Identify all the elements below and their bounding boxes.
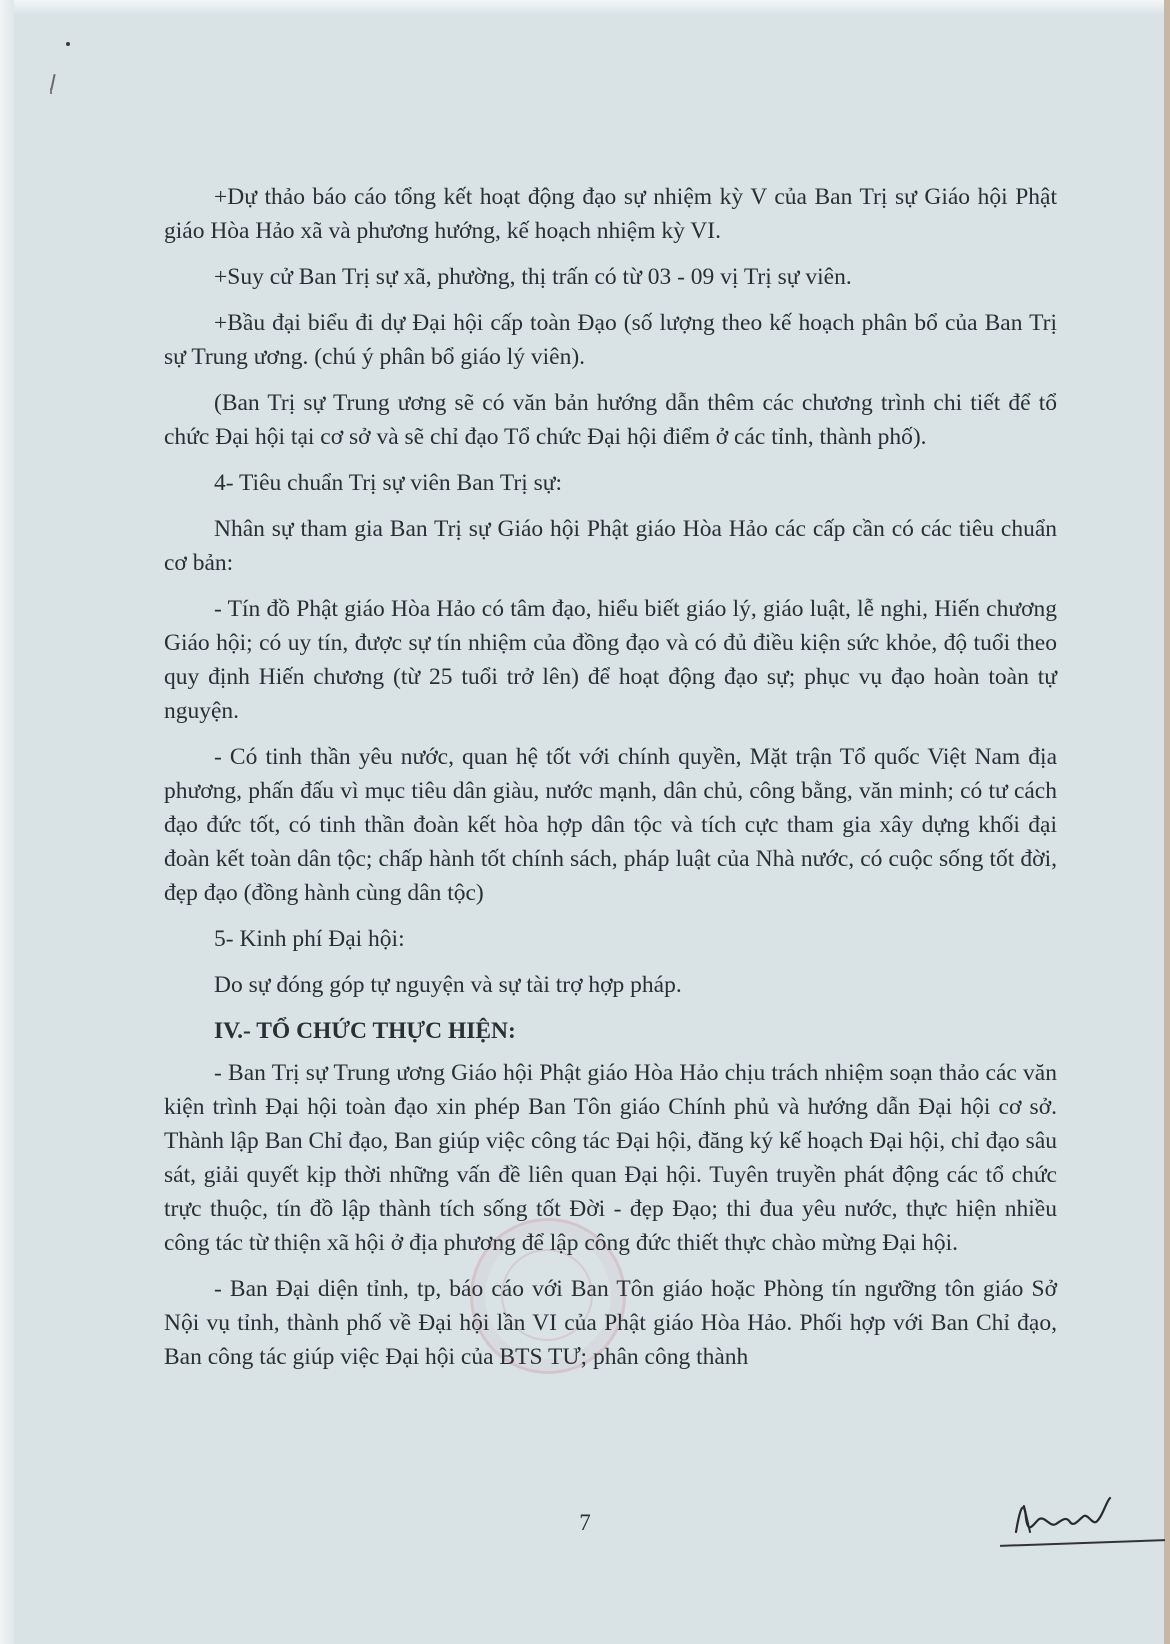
paragraph-guidance-note: (Ban Trị sự Trung ương sẽ có văn bản hướng dẫn thêm các chương trình chi tiết để tổ chức Đại hội tại cơ sở và sẽ chỉ đạo Tổ chức Đại hội điểm ở các tỉnh, thành phố). xyxy=(164,390,1057,450)
subheading-standards: 4- Tiêu chuẩn Trị sự viên Ban Trị sự: xyxy=(214,470,563,496)
page-number: 7 xyxy=(579,1510,591,1535)
paragraph-central-board-duties: - Ban Trị sự Trung ương Giáo hội Phật giáo Hòa Hảo chịu trách nhiệm soạn thảo các văn kiện trình Đại hội toàn đạo xin phép Ban Tôn giáo Chính phủ và hướng dẫn Đại hội cơ sở. Thành lập Ban Chỉ đạo, Ban giúp việc công tác Đại hội, đăng ký kế hoạch Đại hội, chỉ đạo sâu sát, giải quyết kịp thời những vấn đề liên quan Đại hội. Tuyên truyền phát động các tổ chức trực thuộc, tín đồ lập thành tích sống tốt Đời - đẹp Đạo; thi đua yêu nước, thực hiện nhiều công tác từ thiện xã hội ở địa phương để lập công đức thiết thực chào mừng Đại hội. xyxy=(164,1060,1057,1256)
handwritten-signature xyxy=(1010,1488,1120,1548)
subheading-funding: 5- Kinh phí Đại hội: xyxy=(214,926,405,952)
paragraph-provincial-duties: - Ban Đại diện tỉnh, tp, báo cáo với Ban Tôn giáo hoặc Phòng tín ngưỡng tôn giáo Sở Nội vụ tỉnh, thành phố về Đại hội lần VI của Phật giáo Hòa Hảo. Phối hợp với Ban Chỉ đạo, Ban công tác giúp việc Đại hội của BTS TƯ; phân công thành xyxy=(164,1276,1057,1370)
scan-edge-right xyxy=(1164,0,1170,1644)
margin-mark-small xyxy=(50,88,52,94)
paragraph-draft-report: +Dự thảo báo cáo tổng kết hoạt động đạo sự nhiệm kỳ V của Ban Trị sự Giáo hội Phật giáo Hòa Hảo xã và phương hướng, kế hoạch nhiệm kỳ VI. xyxy=(164,184,1057,244)
section-heading-implementation: IV.- TỔ CHỨC THỰC HIỆN: xyxy=(214,1018,516,1044)
paragraph-standards-intro: Nhân sự tham gia Ban Trị sự Giáo hội Phật giáo Hòa Hảo các cấp cần có các tiêu chuẩn cơ bản: xyxy=(164,516,1057,576)
paragraph-standard-patriotism: - Có tinh thần yêu nước, quan hệ tốt với chính quyền, Mặt trận Tổ quốc Việt Nam địa phương, phấn đấu vì mục tiêu dân giàu, nước mạnh, dân chủ, công bằng, văn minh; có tư cách đạo đức tốt, có tinh thần đoàn kết hòa hợp dân tộc và tích cực tham gia xây dựng khối đại đoàn kết toàn dân tộc; chấp hành tốt chính sách, pháp luật của Nhà nước, có cuộc sống tốt đời, đẹp đạo (đồng hành cùng dân tộc) xyxy=(164,744,1057,906)
paragraph-delegates: +Bầu đại biểu đi dự Đại hội cấp toàn Đạo (số lượng theo kế hoạch phân bổ của Ban Trị sự Trung ương. (chú ý phân bổ giáo lý viên). xyxy=(164,310,1057,370)
document-body xyxy=(164,180,1057,1386)
scan-edge-left xyxy=(0,0,14,1644)
hole-punch-mark xyxy=(66,42,70,46)
paragraph-election-board: +Suy cử Ban Trị sự xã, phường, thị trấn có từ 03 - 09 vị Trị sự viên. xyxy=(214,264,852,290)
paragraph-funding: Do sự đóng góp tự nguyện và sự tài trợ hợp pháp. xyxy=(214,972,682,998)
paragraph-standard-faith: - Tín đồ Phật giáo Hòa Hảo có tâm đạo, hiểu biết giáo lý, giáo luật, lễ nghi, Hiến chương Giáo hội; có uy tín, được sự tín nhiệm của đồng đạo và có đủ điều kiện sức khỏe, độ tuổi theo quy định Hiến chương (từ 25 tuổi trở lên) để hoạt động đạo sự; phục vụ đạo hoàn toàn tự nguyện. xyxy=(164,596,1057,724)
scan-edge-top xyxy=(0,0,1170,14)
